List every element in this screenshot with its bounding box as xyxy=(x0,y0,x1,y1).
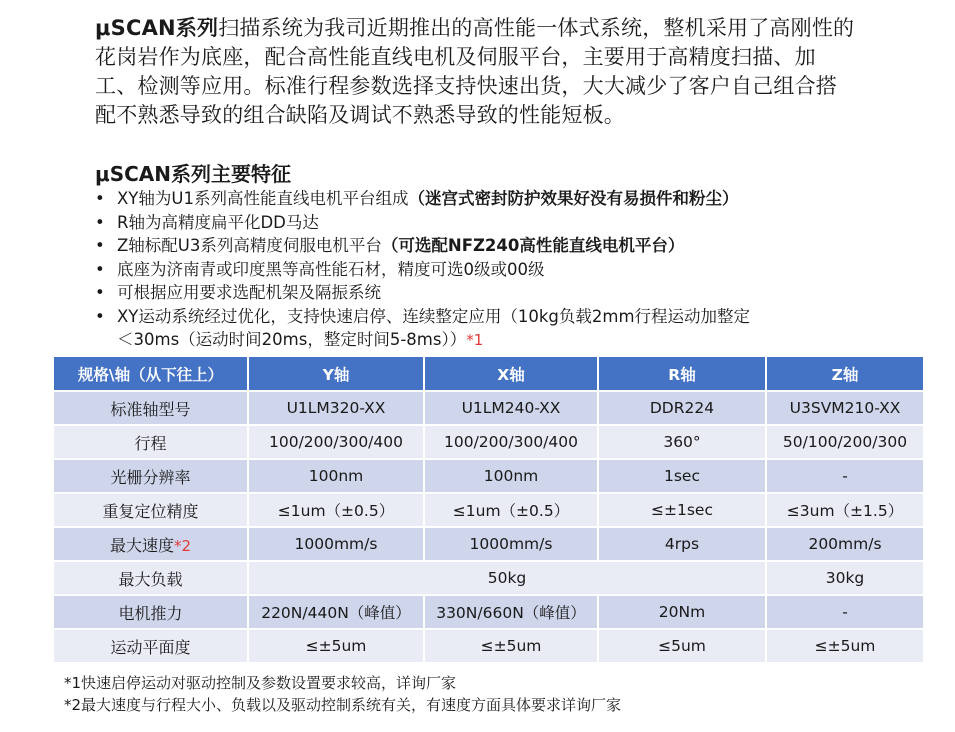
cell-x: 100/200/300/400 xyxy=(424,425,598,459)
cell-z: 50/100/200/300 xyxy=(766,425,924,459)
header-x-axis: X轴 xyxy=(424,357,598,391)
bullet: • xyxy=(95,236,105,255)
cell-r: ≤±1sec xyxy=(598,493,766,527)
footnote-1: *1快速启停运动对驱动控制及参数设置要求较高，详询厂家 xyxy=(64,674,457,692)
row-label: 运动平面度 xyxy=(54,629,248,663)
cell-x: ≤±5um xyxy=(424,629,598,663)
intro-paragraph xyxy=(95,14,855,130)
row-label: 光栅分辨率 xyxy=(54,459,248,493)
feature-text: XY轴为U1系列高性能直线电机平台组成 xyxy=(117,189,409,208)
cell-y: 100nm xyxy=(248,459,424,493)
cell-z: 30kg xyxy=(766,561,924,595)
header-z-axis: Z轴 xyxy=(766,357,924,391)
header-r-axis: R轴 xyxy=(598,357,766,391)
row-label: 电机推力 xyxy=(54,595,248,629)
cell-x: 330N/660N（峰值） xyxy=(424,595,598,629)
table-row xyxy=(54,561,924,595)
cell-r: DDR224 xyxy=(598,391,766,425)
bullet: • xyxy=(95,259,105,279)
cell-y: ≤1um（±0.5） xyxy=(248,493,424,527)
table-row xyxy=(54,629,924,663)
cell-y: 1000mm/s xyxy=(248,527,424,561)
footnote-2: *2最大速度与行程大小、负载以及驱动控制系统有关，有速度方面具体要求详询厂家 xyxy=(64,696,622,714)
feature-item xyxy=(95,234,875,258)
feature-item xyxy=(95,187,875,211)
feature-text: 底座为济南青或印度黑等高性能石材，精度可选0级或00级 xyxy=(117,259,545,279)
feature-text: Z轴标配U3系列高精度伺服电机平台 xyxy=(117,236,382,255)
cell-z: ≤3um（±1.5） xyxy=(766,493,924,527)
footnote-ref: *2 xyxy=(173,536,192,555)
feature-emphasis: （迷宫式密封防护效果好没有易损件和粉尘） xyxy=(408,189,739,208)
row-label: 重复定位精度 xyxy=(54,493,248,527)
header-spec-axis: 规格\轴（从下往上） xyxy=(54,357,248,391)
table-row xyxy=(54,425,924,459)
cell-r: 1sec xyxy=(598,459,766,493)
row-label-cell xyxy=(54,527,248,561)
table-row xyxy=(54,527,924,561)
feature-text: 可根据应用要求选配机架及隔振系统 xyxy=(117,283,381,302)
table-header-row xyxy=(54,357,924,391)
cell-z: 200mm/s xyxy=(766,527,924,561)
cell-r: 360° xyxy=(598,425,766,459)
feature-continuation xyxy=(95,328,875,353)
row-label: 行程 xyxy=(54,425,248,459)
cell-x: U1LM240-XX xyxy=(424,391,598,425)
feature-continuation-text: ＜30ms（运动时间20ms，整定时间5-8ms）） xyxy=(117,330,467,349)
footnotes xyxy=(64,672,621,716)
bullet: • xyxy=(95,189,105,208)
intro-brand: μSCAN系列 xyxy=(95,16,219,40)
intro-text: 扫描系统为我司近期推出的高性能一体式系统，整机采用了高刚性的花岗岩作为底座，配合高性能直线电机及伺服平台，主要用于高精度扫描、加工、检测等应用。标准行程参数选择支持快速出货，大大减少了客户自己组合搭配不熟悉导致的组合缺陷及调试不熟悉导致的性能短板。 xyxy=(95,16,855,127)
header-y-axis: Y轴 xyxy=(248,357,424,391)
cell-x: 1000mm/s xyxy=(424,527,598,561)
cell-z: - xyxy=(766,459,924,493)
feature-text: XY运动系统经过优化，支持快速启停、连续整定应用（10kg负载2mm行程运动加整定 xyxy=(117,306,751,326)
cell-x: 100nm xyxy=(424,459,598,493)
feature-text: R轴为高精度扁平化DD马达 xyxy=(117,212,319,232)
table-row xyxy=(54,595,924,629)
table-row xyxy=(54,493,924,527)
table-row xyxy=(54,391,924,425)
cell-z: - xyxy=(766,595,924,629)
feature-item xyxy=(95,258,875,282)
cell-r: 20Nm xyxy=(598,595,766,629)
table-row xyxy=(54,459,924,493)
features-list xyxy=(95,187,875,353)
feature-item xyxy=(95,211,875,235)
cell-y: ≤±5um xyxy=(248,629,424,663)
row-label: 最大负载 xyxy=(54,561,248,595)
bullet: • xyxy=(95,283,105,302)
cell-y: 220N/440N（峰值） xyxy=(248,595,424,629)
feature-item xyxy=(95,281,875,305)
footnote-ref: *1 xyxy=(466,331,484,349)
cell-r: 4rps xyxy=(598,527,766,561)
cell-y: U1LM320-XX xyxy=(248,391,424,425)
cell-z: U3SVM210-XX xyxy=(766,391,924,425)
cell-y: 100/200/300/400 xyxy=(248,425,424,459)
bullet: • xyxy=(95,212,105,232)
cell-r: ≤5um xyxy=(598,629,766,663)
feature-item xyxy=(95,305,875,329)
cell-z: ≤±5um xyxy=(766,629,924,663)
features-title: μSCAN系列主要特征 xyxy=(95,162,292,186)
row-label: 最大速度 xyxy=(109,535,174,555)
spec-table xyxy=(54,357,925,664)
row-label: 标准轴型号 xyxy=(54,391,248,425)
bullet: • xyxy=(95,306,105,326)
cell-yxr-merged: 50kg xyxy=(248,561,766,595)
feature-emphasis: （可选配NFZ240高性能直线电机平台） xyxy=(381,236,685,255)
cell-x: ≤1um（±0.5） xyxy=(424,493,598,527)
